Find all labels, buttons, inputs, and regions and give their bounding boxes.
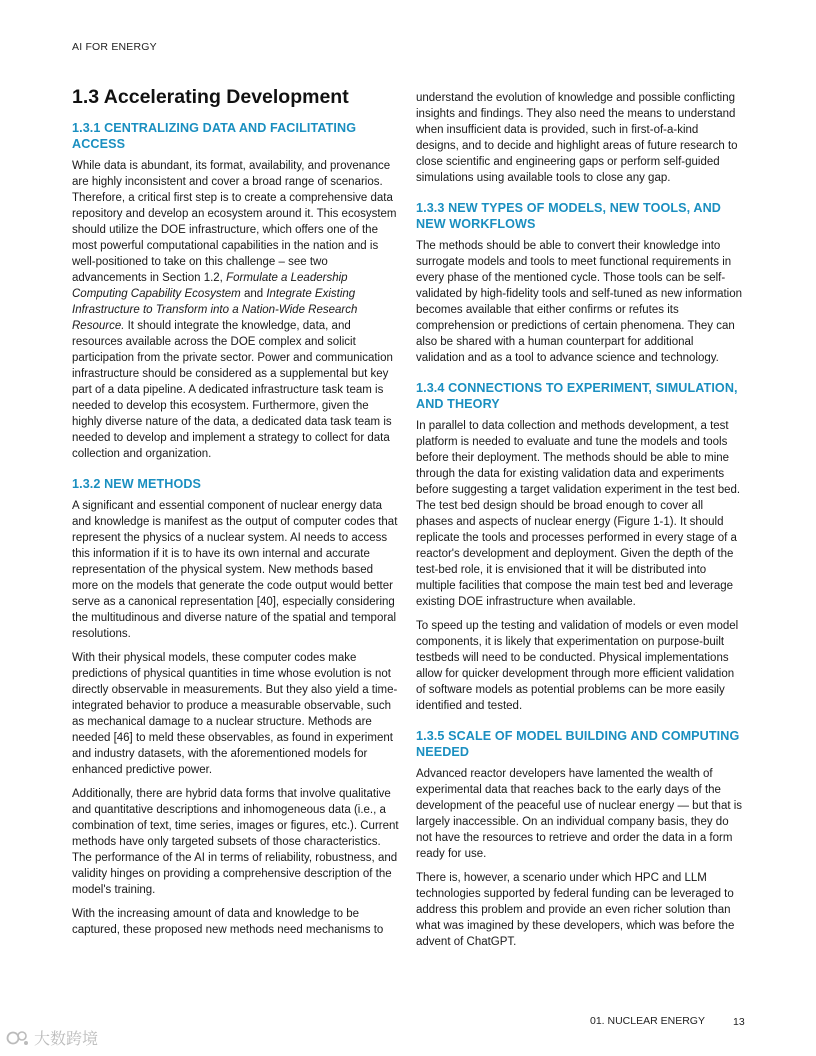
subsection-heading: 1.3.2 NEW METHODS (72, 477, 202, 491)
paragraph: Advanced reactor developers have lamented the wealth of experimental data that reaches back to the early days of the development of the peaceful use of nuclear energy — but that is largely inaccessible. On an individual company basis, they do not have the resources to retrieve and order the data in a form ready for use. (416, 768, 743, 860)
running-header: AI FOR ENERGY (72, 41, 157, 53)
subsection-1-3-5 (416, 728, 743, 950)
subsection-1-3-4 (416, 380, 743, 714)
footer-section-label: 01. NUCLEAR ENERGY (590, 1015, 705, 1027)
subsection-heading: 1.3.4 CONNECTIONS TO EXPERIMENT, SIMULATION, AND THEORY (416, 381, 738, 411)
subsection-heading: 1.3.1 CENTRALIZING DATA AND FACILITATING ACCESS (72, 121, 357, 151)
dashu-logo-icon (6, 1028, 30, 1048)
watermark-text: 大数跨境 (34, 1031, 99, 1048)
paragraph: Additionally, there are hybrid data forms that involve qualitative and quantitative descriptions and inhomogeneous data (i.e., a combination of text, time series, images or figures, etc.). Current methods have only targeted subsets of those characteristics. The performance of the AI in terms of reliability, robustness, and validity hinges on providing a comprehensive description of the model's training. (72, 788, 399, 896)
subsection-heading: 1.3.5 SCALE OF MODEL BUILDING AND COMPUTING NEEDED (416, 729, 740, 759)
subsection-heading: 1.3.3 NEW TYPES OF MODELS, NEW TOOLS, AND NEW WORKFLOWS (416, 201, 721, 231)
subsection-1-3-3 (416, 200, 743, 366)
paragraph: With their physical models, these computer codes make predictions of physical quantities in time whose evolution is not directly observable in measurements. But they also yield a time-integrated behavior to produce a measurable observable, such as mechanical damage to a nuclear structure. Methods are needed [46] to meld these observables, as found in experiment and industry datasets, with the aforementioned models for enhanced predictive power. (72, 652, 398, 776)
paragraph: While data is abundant, its format, availability, and provenance are highly inconsistent and cover a broad range of scenarios. Therefore, a critical first step is to create a comprehensive data repository and develop an ecosystem around it. This ecosystem should utilize the DOE infrastructure, which offers one of the most powerful computational capabilities in the nation and is well-positioned to take on this challenge – see two advancements in Section 1.2, Formulate a Leadership Computing Capability Ecosystem and Integrate Existing Infrastructure to Transform into a Nation-Wide Research Resource. It should integrate the knowledge, data, and resources available across the DOE complex and solicit participation from the private sector. Power and communication infrastructure should be considered as a supplemental but key part of a data pipeline. A dedicated infrastructure task team is needed to develop this ecosystem. Furthermore, given the highly diverse nature of the data, a dedicated data task team is needed to develop and implement a strategy to collect for data collection and organization. (72, 160, 397, 460)
subsection-1-3-2 (72, 476, 399, 938)
paragraph: A significant and essential component of nuclear energy data and knowledge is manifest as the output of computer codes that represent the physics of a nuclear system. AI needs to access this information if it is to have its own internal and accurate representation of the physical system. New methods based more on the models that generate the code output would better serve as a canonical representation [40], especially considering the multitudinous and diverse nature of the spatial and temporal resolutions. (72, 500, 398, 640)
paragraph: To speed up the testing and validation of models or even model components, it is likely that experimentation on purpose-built testbeds will need to be conducted. Physical implementations allow for quicker development through more efficient validation of software models as potential problems can be more easily identified and tested. (416, 620, 739, 712)
subsection-1-3-1 (72, 120, 399, 462)
right-column (416, 90, 743, 964)
watermark (6, 1026, 98, 1049)
left-column (72, 86, 399, 952)
paragraph: In parallel to data collection and methods development, a test platform is needed to evaluate and tune the models and tools before their deployment. The methods should be able to mine through the data for existing validation data and experiments before suggesting a target validation experiment in the test bed. The test bed design should be broad enough to cover all phases and aspects of nuclear energy (Figure 1-1). It should replicate the tools and processes performed in every stage of a reactor's development and deployment. Given the depth of the test-bed role, it is envisioned that it will be distributed into multiple facilities that compose the main test bed and leverage existing DOE infrastructure when available. (416, 420, 741, 608)
paragraph-continuation: understand the evolution of knowledge and possible conflicting insights and findings. They also need the means to understand when insufficient data is provided, such in first-of-a-kind designs, and to decide and highlight areas of future research to close scientific and engineering gaps or perform self-guided simulations using available tools to close any gap. (416, 92, 738, 184)
paragraph: With the increasing amount of data and knowledge to be captured, these proposed new methods need mechanisms to (72, 908, 384, 936)
paragraph: There is, however, a scenario under which HPC and LLM technologies supported by federal funding can be leveraged to address this problem and provide an even richer solution than what was imagined by these developers, which was before the advent of ChatGPT. (416, 872, 735, 948)
paragraph: The methods should be able to convert their knowledge into surrogate models and tools to meet functional requirements in every phase of the mentioned cycle. Those tools can be self-validated by high-fidelity tools and self-tuned as new information becomes available that either confirms or refutes its comprehension or predictions of certain phenomena. They can also be shared with a human counterpart for additional validation and as a tool to advance science and technology. (416, 240, 743, 364)
page-number: 13 (733, 1016, 745, 1028)
section-title: 1.3 Accelerating Development (72, 86, 349, 108)
